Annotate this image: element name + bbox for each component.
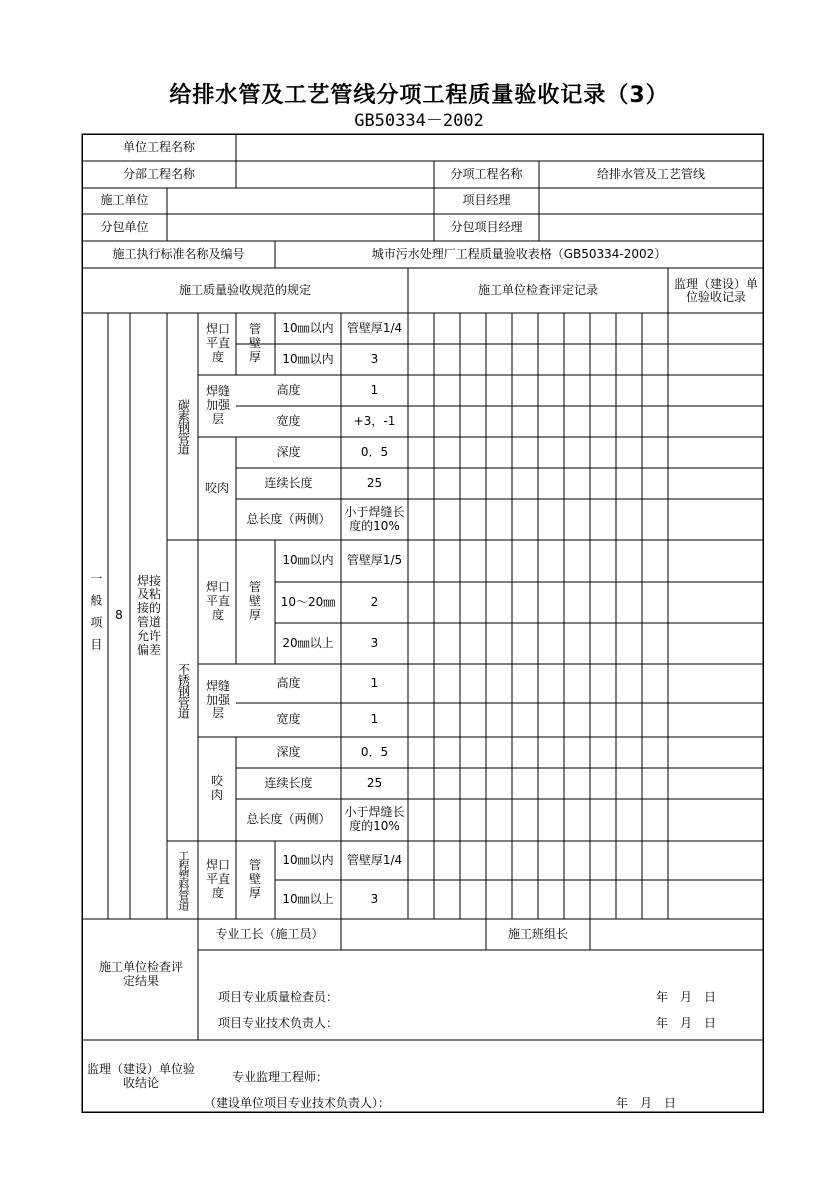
stainless-depth-value: 0．5 bbox=[360, 744, 389, 759]
carbon-wall-label: 管壁厚 bbox=[248, 322, 261, 364]
sub-project-label: 分部工程名称 bbox=[122, 166, 195, 181]
carbon-totallen-label: 总长度（两侧） bbox=[246, 511, 331, 526]
plastic-range-2: 10㎜以上 bbox=[282, 891, 334, 906]
stainless-value-1: 管壁厚1/5 bbox=[346, 553, 403, 568]
subcontractor-label: 分包单位 bbox=[100, 219, 149, 234]
stainless-depth-label: 深度 bbox=[276, 744, 301, 759]
spec-header: 施工质量验收规范的规定 bbox=[178, 282, 311, 297]
stainless-wall-label: 管壁厚 bbox=[248, 580, 261, 622]
carbon-contlen-label: 连续长度 bbox=[264, 475, 313, 490]
plastic-wall-label: 管壁厚 bbox=[248, 858, 261, 900]
standard-value: 城市污水处理厂工程质量验收表格（GB50334-2002） bbox=[371, 246, 667, 261]
qc-inspector-label: 项目专业质量检查员： bbox=[218, 990, 339, 1005]
carbon-contlen-value: 25 bbox=[366, 475, 383, 490]
item-project-value: 给排水管及工艺管线 bbox=[596, 166, 705, 181]
stainless-width-value: 1 bbox=[370, 712, 379, 727]
supervision-label: 监理（建设）单位验收结论 bbox=[86, 1062, 195, 1090]
team-leader-label: 施工班组长 bbox=[507, 926, 568, 941]
carbon-height-value: 1 bbox=[370, 382, 379, 397]
supervisor-header: 监理（建设）单位验收记录 bbox=[673, 276, 758, 304]
item-number: 8 bbox=[115, 608, 123, 623]
stainless-undercut-label: 咬肉 bbox=[210, 774, 223, 802]
standard-label: 施工执行标准名称及编号 bbox=[112, 246, 245, 261]
carbon-totallen-value: 小于焊缝长度的10% bbox=[344, 504, 405, 533]
item-project-label: 分项工程名称 bbox=[450, 166, 523, 181]
carbon-range-1: 10㎜以内 bbox=[282, 320, 334, 335]
carbon-flatness-label: 焊口平直度 bbox=[205, 322, 230, 364]
page-title: 给排水管及工艺管线分项工程质量验收记录（3） bbox=[169, 83, 669, 108]
carbon-value-1: 管壁厚1/4 bbox=[346, 320, 403, 335]
stainless-value-2: 2 bbox=[370, 594, 379, 609]
plastic-value-2: 3 bbox=[370, 891, 379, 906]
stainless-flatness-label: 焊口平直度 bbox=[205, 580, 230, 622]
stainless-label: 不锈钢管道 bbox=[176, 663, 191, 718]
carbon-width-label: 宽度 bbox=[276, 413, 301, 428]
stainless-height-label: 高度 bbox=[276, 675, 301, 690]
page-subtitle: GB50334－2002 bbox=[354, 111, 484, 131]
stainless-range-1: 10㎜以内 bbox=[282, 553, 334, 568]
plastic-range-1: 10㎜以内 bbox=[282, 852, 334, 867]
unit-project-field[interactable] bbox=[237, 135, 762, 160]
carbon-steel-label: 碳素钢管道 bbox=[176, 399, 191, 454]
category-label: 焊接及粘接的管道允许偏差 bbox=[136, 573, 161, 657]
carbon-range-2: 10㎜以内 bbox=[282, 351, 334, 366]
stainless-range-2: 10～20㎜ bbox=[280, 594, 336, 609]
pm-label: 项目经理 bbox=[462, 193, 511, 208]
carbon-value-2: 3 bbox=[370, 351, 379, 366]
plastic-flatness-label: 焊口平直度 bbox=[205, 858, 230, 900]
supervisor-engineer-label: 专业监理工程师： bbox=[232, 1070, 329, 1085]
stainless-value-3: 3 bbox=[370, 635, 379, 650]
general-items-label: 一般项目 bbox=[88, 572, 103, 660]
stainless-totallen-label: 总长度（两侧） bbox=[246, 812, 331, 827]
stainless-contlen-label: 连续长度 bbox=[264, 775, 313, 790]
carbon-reinforce-label: 焊缝加强层 bbox=[205, 384, 230, 426]
stainless-contlen-value: 25 bbox=[366, 775, 383, 790]
supervision-date: 年 月 日 bbox=[615, 1096, 676, 1111]
check-result-label: 施工单位检查评定结果 bbox=[98, 960, 183, 988]
carbon-height-label: 高度 bbox=[276, 382, 301, 397]
foreman-label: 专业工长（施工员） bbox=[215, 926, 324, 941]
carbon-depth-value: 0．5 bbox=[360, 444, 389, 459]
sub-pm-label: 分包项目经理 bbox=[450, 219, 523, 234]
unit-project-label: 单位工程名称 bbox=[122, 139, 195, 154]
plastic-label: 工程塑料管道 bbox=[176, 850, 190, 910]
tech-lead-date: 年 月 日 bbox=[655, 1016, 716, 1031]
stainless-range-3: 20㎜以上 bbox=[282, 635, 334, 650]
stainless-reinforce-label: 焊缝加强层 bbox=[205, 678, 230, 721]
carbon-depth-label: 深度 bbox=[276, 444, 301, 459]
qc-date: 年 月 日 bbox=[655, 990, 716, 1005]
stainless-height-value: 1 bbox=[370, 675, 379, 690]
carbon-width-value: +3，-1 bbox=[353, 413, 396, 428]
contractor-label: 施工单位 bbox=[100, 193, 149, 208]
stainless-totallen-value: 小于焊缝长度的10% bbox=[344, 805, 405, 833]
plastic-value-1: 管壁厚1/4 bbox=[346, 852, 403, 867]
carbon-undercut-label: 咬肉 bbox=[204, 480, 229, 495]
tech-lead-label: 项目专业技术负责人： bbox=[218, 1016, 339, 1031]
owner-tech-label: （建设单位项目专业技术负责人）： bbox=[204, 1096, 391, 1111]
stainless-width-label: 宽度 bbox=[276, 712, 301, 727]
check-header: 施工单位检查评定记录 bbox=[477, 282, 598, 297]
